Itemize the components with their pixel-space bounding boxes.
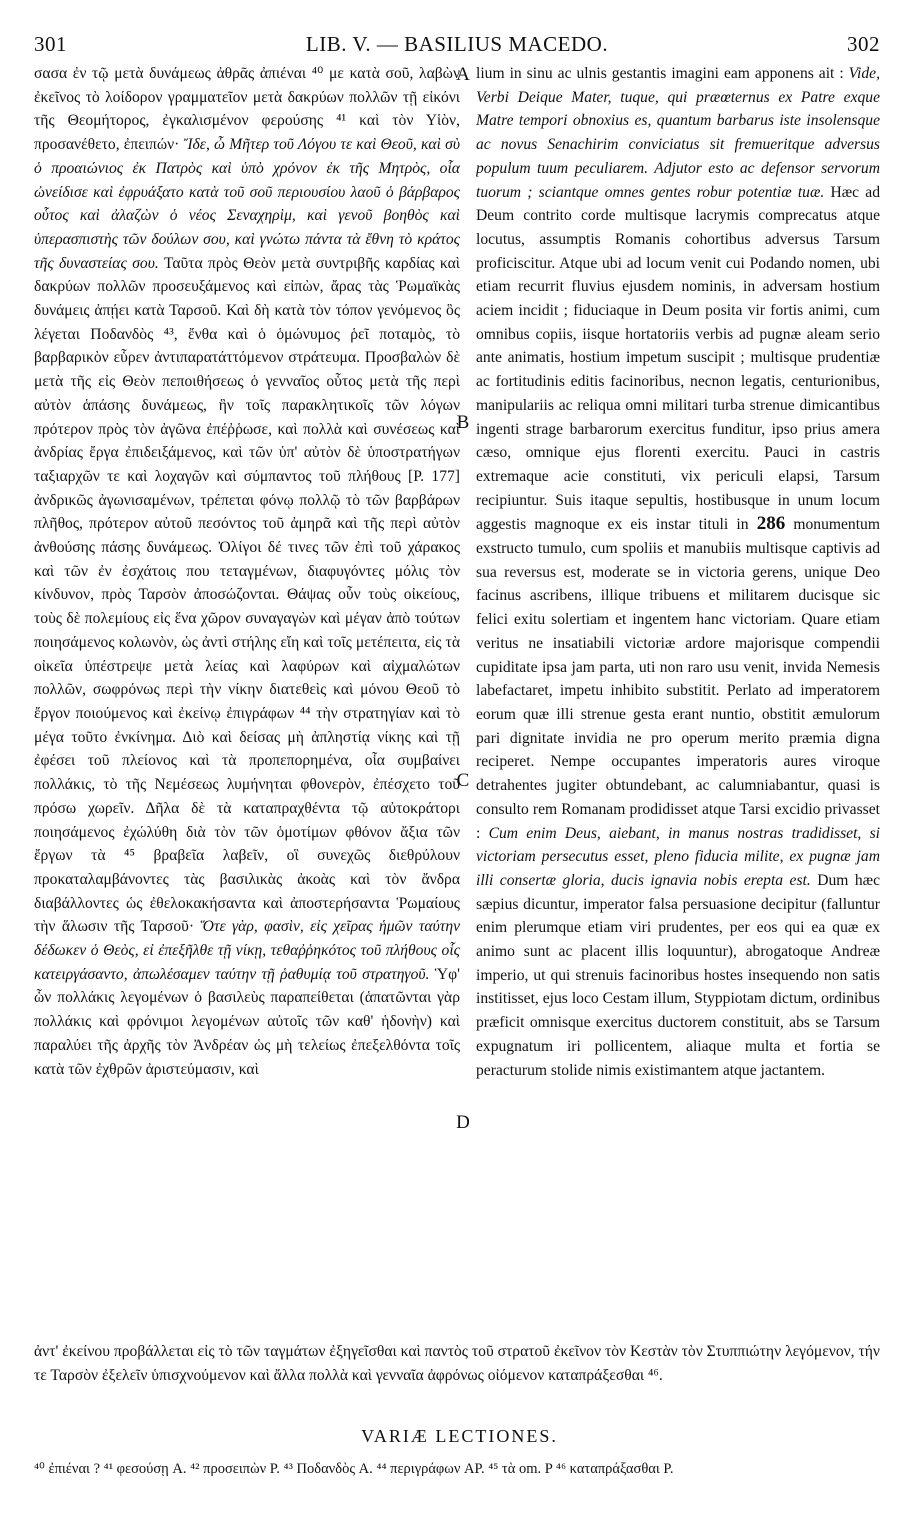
latin-text: monumentum exstructo tumulo, cum spoliis et manubiis multisque captivis ad sua reversus est, moderate se in victoria gerens, unique Deo facinus ascribens, illique tribuens et militarem ducisque sic felici exitu solertiam et ingentem hanc victoriam. Quare etiam veritus ne insatiabili victoriæ ardore majorisque compendii cupiditate ipsa jam parta, uti non raro usu venit, invida Nemesis labefactaret, impetu inhibito substitit. Perlato ad imperatorem eorum quæ illi strenue gesta erant nuntio, obstitit æmulorum pari dignitate invidia ne pro operum merito præmia digna reciperet. Nempe occupantes imperatoris aures viroque detrahentes jugiter obtundebant, ac calumniabantur, quasi is consulto rem Romanam prodidisset atque Tarsi excidio privasset : — [476, 516, 880, 842]
latin-paragraph — [476, 62, 880, 1082]
latin-column — [476, 62, 880, 1344]
page-number-right: 302 — [847, 32, 880, 56]
greek-tail-text: ἀντ' ἐκείνου προβάλλεται εἰς τὸ τῶν ταγμάτων ἐξηγεῖσθαι καὶ παντὸς τοῦ στρατοῦ ἐκεῖνον τὸν Κεστὰν τὸν Στυππιώτην λεγόμενον, τήν τε Ταρσὸν ἐξελεῖν ὑπισχνούμενον καὶ ἄλλα πολλὰ καὶ γενναῖα ἀφρόνως οἰόμενον καταπράξεσθαι ⁴⁶. — [34, 1343, 880, 1384]
section-marker-c: C — [456, 770, 470, 791]
variae-lectiones-notes — [34, 1458, 880, 1480]
latin-quote-italic: Cum enim Deus, aiebant, in manus nostras tradidisset, si victoriam persecutus esset, pleno fiducia milite, ex pugnæ jam illi consertæ gloria, ducis ignavia nobis erepta est. — [476, 824, 880, 889]
greek-text: Ταῦτα πρὸς Θεὸν μετὰ συντριβῆς καρδίας καὶ δακρύων πολλῶν προσευξάμενος καὶ εἰπὼν, ἄρας τὰς Ῥωμαϊκὰς δυνάμεις ἀπῄει κατὰ Ταρσοῦ. Καὶ δὴ κατὰ τὸν τόπον γενόμενος ὃς λέγεται Ποδανδὸς ⁴³, ἔνθα καὶ ὁ ὁμώνυμος ῥεῖ ποταμὸς, τὸ βαρβαρικὸν εὗρεν ἀντιπαρατάττόμενον στράτευμα. Προσβαλὼν δὲ μετὰ τῆς εἰς Θεὸν πεποιθήσεως ὁ γενναῖος οὗτος μετὰ τῆς περὶ αὐτὸν ἁπάσης δυνάμεως, ἣν τοῖς παρακλητικοῖς τῶν λόγων πρότερον πρὸς τὸν ἀγῶνα ἐπέῤῥωσε, καὶ πολλὰ καὶ συνέσεως καὶ ἀνδρίας ἔργα ἐπιδειξάμενος, καὶ τῶν ὑπ' αὐτὸν δὲ ὑποστρατήγων ταξιαρχῶν τε καὶ λοχαγῶν καὶ σύμπαντος τοῦ πλήθους [P. 177] ἀνδρικῶς ἀγωνισαμένων, τρέπεται φόνῳ πολλῷ τὸ τῶν βαρβάρων πλῆθος, πρότερον αὐτοῦ πεσόντος τοῦ ἀμηρᾶ καὶ τῆς περὶ αὐτὸν ἀνθούσης πάσης δυνάμεως. Ὀλίγοι δέ τινες τῶν ἐπὶ τοῦ χάρακος καὶ τῶν ἐν ἐσχάτοις που τεταγμένων, διαφυγόντες μόλις τὸν κίνδυνον, πρὸς Ταρσὸν ἀποσώζονται. Θάψας οὖν τοὺς οἰκείους, τοὺς δὲ πολεμίους εἰς ἕνα χῶρον συναγαγὼν καὶ μέγαν ἀπὸ τούτων ποιησάμενος κολωνὸν, ὡς ἀντὶ στήλης εἴη καὶ τοῖς μετέπειτα, εἰς τὰ οἰκεῖα ὑπέστρεψε μετὰ λείας καὶ λαφύρων καὶ αἰχμαλώτων πολλῶν, σωφρόνως περὶ τὴν νίκην διατεθεὶς καὶ μόνου Θεοῦ τὸ ἔργον ποιούμενος καὶ ἐκείνῳ ἐπιγράφων ⁴⁴ τὴν στρατηγίαν καὶ τὸ μέγα τοῦτο ἐνκίνημα. Διὸ καὶ δείσας μὴ ἀπληστίᾳ νίκης καὶ τῇ ἐφέσει τοῦ πλείονος καὶ τὰ προπεπορημένα, οἷα συμβαίνει πολλάκις, τὸ τῆς Νεμέσεως λυμήνηται φθονερὸν, ἐπέσχετο τοῦ πρόσω χωρεῖν. Δῆλα δὲ τὰ καταπραχθέντα τῷ αὐτοκράτορι ποιησάμενος ἐχώλύθη διὰ τὸν τῶν ὁμοτίμων φθόνον ἄξια τῶν ἔργων τὰ ⁴⁵ βραβεῖα λαβεῖν, οἳ συνεχῶς διεθρύλουν προκαταλαμβάνοντες τὰς βασιλικὰς ἀκοὰς καὶ τὸν ἄνδρα διαβάλλοντες ὡς ἐθελοκακήσαντα καὶ ἀποστερήσαντα Ῥωμαίους τὴν ἅλωσιν τῆς Ταρσοῦ· — [34, 254, 460, 936]
running-title: LIB. V. — BASILIUS MACEDO. — [305, 32, 609, 56]
greek-column — [34, 62, 460, 1344]
section-marker-d: D — [456, 1112, 470, 1133]
variant-readings: ⁴⁰ ἐπιέναι ? ⁴¹ φεσούσῃ A. ⁴² προσειπὼν P. ⁴³ Ποδανδὸς A. ⁴⁴ περιγράφων AP. ⁴⁵ τὰ om. P ⁴⁶ καταπράξασθαι P. — [34, 1461, 674, 1477]
greek-paragraph — [34, 62, 460, 1081]
page-number-left: 301 — [34, 32, 67, 56]
latin-text: Hæc ad Deum contrito corde multisque lacrymis comprecatus atque locutus, assumptis Romanis cohortibus adversus Tarsum proficiscitur. Atque ubi ad locum venit cui Podando nomen, ubi etiam recurrit fluvius ejusdem nominis, in adversam hostium aciem incidit ; fiduciaque in Deum posita vir fortis animi, cum omnibus copiis, iisque hortatoriis verbis ad pugnæ aleam serio ante animatis, hostium impetum suscipit ; multisque prudentiæ ac fortitudinis editis facinoribus, necnon legatis, centurionibus, manipulariis ac reliqua omni militari turba strenue dimicantibus ingenti strage barbarorum exercitus funditur, ipso prius amera cæso, omnique ejus florenti exercitu. Pauci in castris extremaque acie constituti, vix periculi elapsi, Tarsum recipiuntur. Suis itaque sepultis, hostibusque in unum locum aggestis magnoque ex eis instar tituli in — [476, 183, 880, 534]
greek-text: Ὑφ' ὧν πολλάκις λεγομένων ὁ βασιλεὺς παραπείθεται (ἁπατῶνται γὰρ πολλάκις καὶ φρόνιμοι λεγομένων αὐτοῖς τῶν καθ' ἡδονὴν) καὶ παραλύει τῆς ἀρχῆς τὸν Ἀνδρέαν ὡς μὴ τελείως ἐπεξελθόντα τοῖς κατὰ τῶν ἐχθρῶν ἀριστεύμασιν, καὶ — [34, 965, 460, 1078]
greek-continuation — [34, 1340, 880, 1388]
greek-speech-italic: Ἴδε, ὦ Μῆτερ τοῦ Λόγου τε καὶ Θεοῦ, καὶ σὺ ὁ προαιώνιος ἐκ Πατρὸς καὶ ὑπὸ χρόνον ἐκ τῆς Μητρὸς, οἷα ὠνείδισε καὶ ἐφρυάξατο κατὰ τοῦ σοῦ περιουσίου λαοῦ ὁ βάρβαρος οὗτος καὶ ἀλαζὼν ὁ νέος Σεναχηρὶμ, καὶ γενοῦ βοηθὸς καὶ ὑπερασπιστὴς τῶν δούλων σου, καὶ γνώτω πάντα τὰ ἔθνη τὸ κράτος τῆς δυναστείας σου. — [34, 136, 460, 272]
variae-lectiones-heading: VARIÆ LECTIONES. — [361, 1426, 558, 1446]
margin-number: 286 — [756, 513, 786, 535]
latin-text: lium in sinu ac ulnis gestantis imagini eam apponens ait : — [476, 65, 849, 82]
section-marker-a: A — [456, 64, 470, 85]
section-marker-b: B — [456, 412, 470, 433]
greek-quote-italic: Ὅτε γὰρ, φασὶν, εἰς χεῖρας ἡμῶν ταύτην δέδωκεν ὁ Θεὸς, εἰ ἐπεξῆλθε τῇ νίκῃ, τεθαῤῥηκότος τοῦ πλήθους οἷς κατειργάσαντο, ἀπωλέσαμεν ταύτην τῇ ῥαθυμίᾳ τοῦ στρατηγοῦ. — [34, 918, 460, 983]
greek-text: σασα ἐν τῷ μετὰ δυνάμεως ἀθρᾶς ἀπιέναι ⁴⁰ με κατὰ σοῦ, λαβὼν ἐκεῖνος τὸ λοίδορον γραμματεῖον μετὰ δακρύων πολλῶν τῇ εἰκόνι τῆς Θεομήτορος, ἐγκαλισμένον φερούσης ⁴¹ καὶ τὸν Υἱὸν, προσανέθετο, ἐπειπών· — [34, 65, 460, 154]
running-head — [34, 32, 880, 62]
latin-text: Dum hæc sæpius dicuntur, imperator falsa persuasione decipitur (falluntur enim plerumque etiam viri prudentes, per eos qui ea quæ ex animo sunt ac placent illis loquuntur), abrogatoque Andreæ imperio, ut qui strenuis facinoribus hostes insequendo non satis institisset, ejus loco Cestam illum, Styppiotam dictum, ordinibus præficit omnisque exercitus ductorem constituit, abs se Tarsum expugnatum iri pollicentem, aliaque multa et fortia se peracturum stolide nimis existimantem atque jactantem. — [476, 871, 880, 1079]
latin-speech-italic: Vide, Verbi Deique Mater, tuque, qui præœternus ex Patre exque Matre tempori obnoxius es, quantum barbarus iste insolensque ac novus Senachirim conviciatus sit fremueritque adversus populum tuum peculiarem. Adjutor esto ac defensor servorum tuorum ; sciantque omnes gentes robur potentiæ tuæ. — [476, 65, 880, 201]
